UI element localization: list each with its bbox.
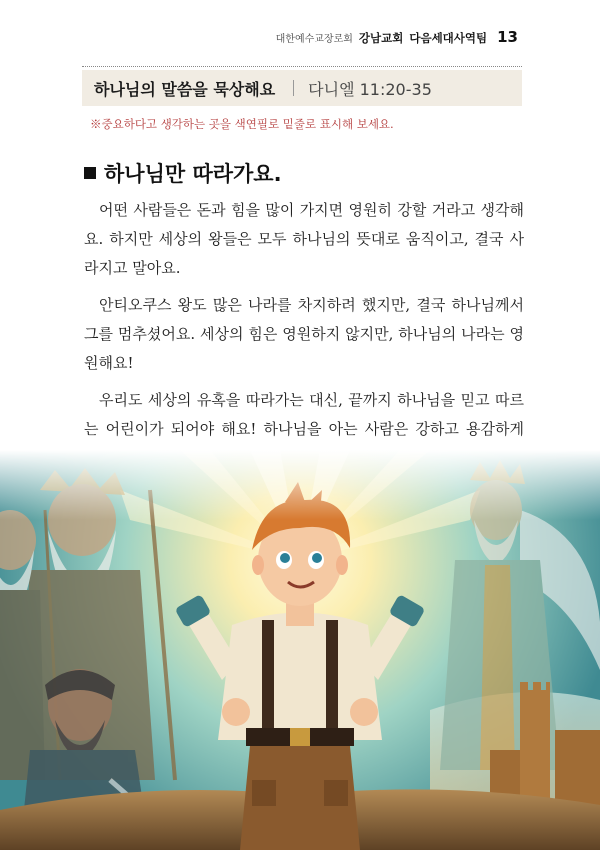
paragraph-3: 우리도 세상의 유혹을 따라가는 대신, 끝까지 하나님을 믿고 따르는 어린이가 되어야 해요! 하나님을 아는 사람은 강하고 용감하게	[84, 391, 524, 438]
organization-name: 대한예수교장로회	[275, 34, 353, 45]
header-divider	[82, 66, 522, 67]
meditation-title: 하나님의 말씀을 묵상해요	[94, 79, 276, 99]
section-heading	[84, 158, 282, 188]
banner-separator	[293, 80, 294, 96]
underline-instruction-note: ※중요하다고 생각하는 곳을 색연필로 밑줄로 표시해 보세요.	[90, 117, 394, 131]
scripture-reference: 다니엘 11:20-35	[308, 79, 432, 99]
boy-and-kings-illustration	[0, 450, 600, 850]
page-number: 13	[497, 28, 518, 46]
bullet-square-icon	[84, 167, 96, 179]
paragraph-2: 안티오쿠스 왕도 많은 나라를 차지하려 했지만, 결국 하나님께서 그를 멈추셨어요. 세상의 힘은 영원하지 않지만, 하나님의 나라는 영원해요!	[84, 296, 524, 372]
meditation-banner	[82, 70, 522, 106]
team-name: 다음세대사역팀	[409, 31, 488, 45]
running-header	[276, 28, 518, 46]
paragraph-1: 어떤 사람들은 돈과 힘을 많이 가지면 영원히 강할 거라고 생각해요. 하지만 세상의 왕들은 모두 하나님의 뜻대로 움직이고, 결국 사라지고 말아요.	[84, 201, 524, 277]
section-title: 하나님만 따라가요.	[104, 162, 282, 186]
top-fade	[0, 450, 600, 520]
body-text	[84, 196, 524, 481]
church-name: 강남교회	[358, 31, 404, 45]
